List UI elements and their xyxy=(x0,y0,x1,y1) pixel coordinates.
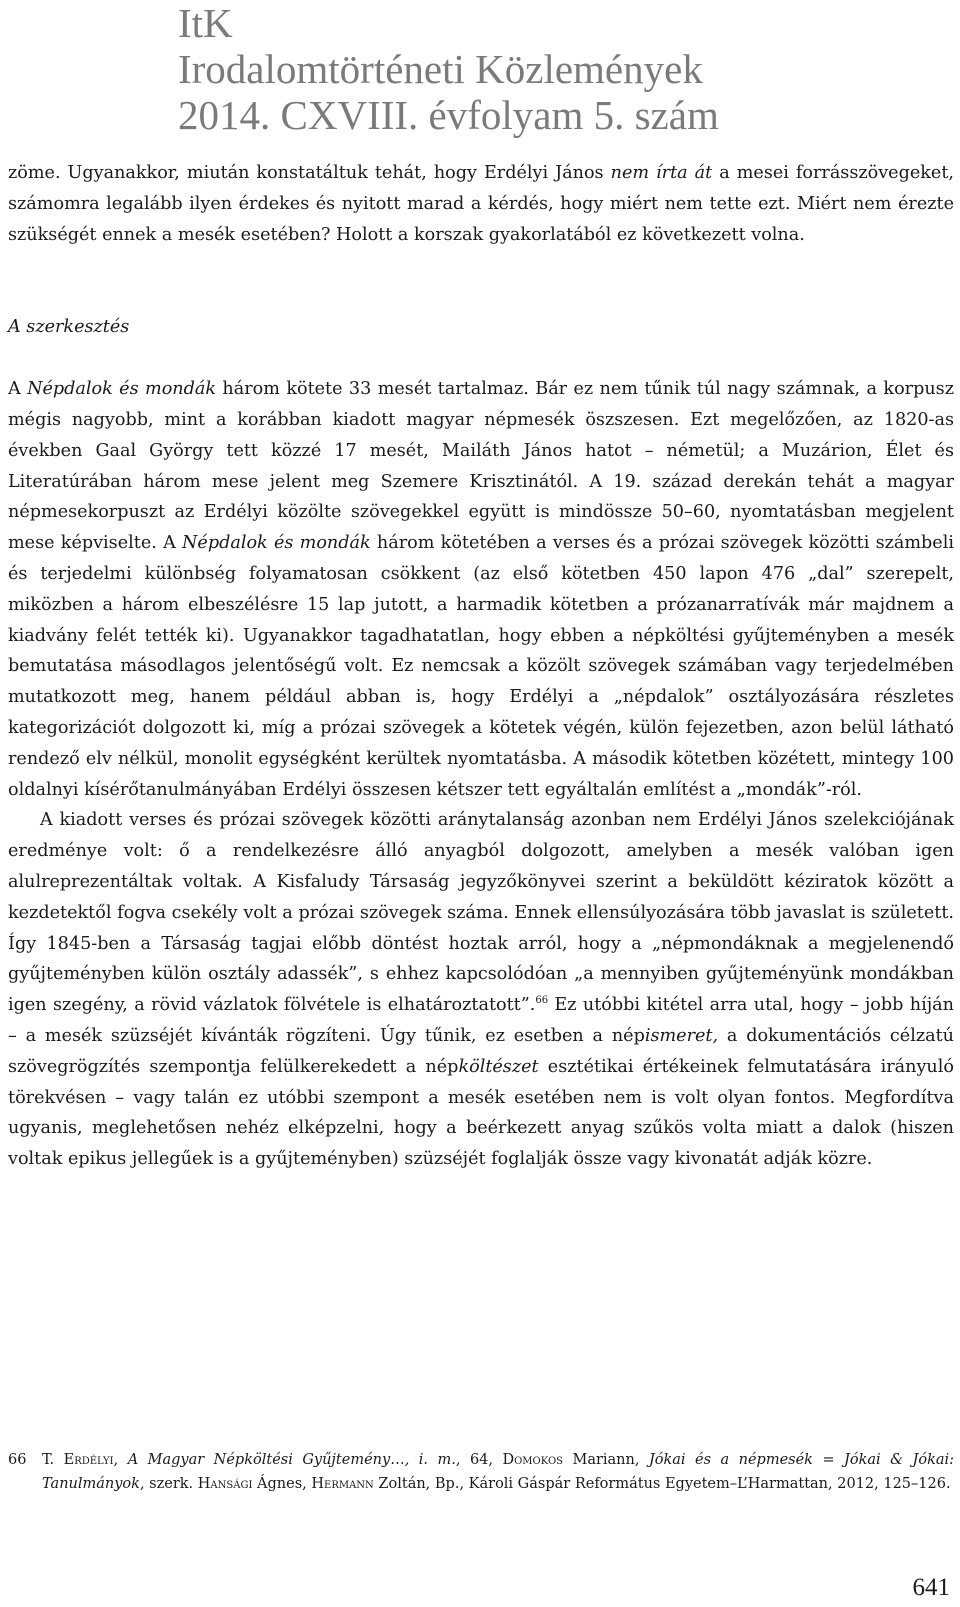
author-name: Erdélyi xyxy=(63,1452,114,1468)
footnote-number: 66 xyxy=(8,1452,27,1468)
text-span: a dokumentációs célzatú szövegrögzítés szempontja felülkerekedett a nép xyxy=(8,1025,954,1077)
cited-title: A Magyar Népköltési Gyűjtemény…, i. m. xyxy=(127,1452,456,1468)
cited-title: Jókai és a népmesék = Jókai & Jókai: Tanulmányok xyxy=(42,1452,955,1492)
journal-issue: 2014. CXVIII. évfolyam 5. szám xyxy=(178,92,719,138)
author-name: Domokos xyxy=(502,1452,563,1468)
text-span: T. xyxy=(42,1452,64,1468)
spacer xyxy=(8,343,954,374)
text-span: Mariann, xyxy=(563,1452,649,1468)
text-span: Zoltán, Bp., Károli Gáspár Református Egyetem–L’Harmattan, 2012, 125–126. xyxy=(373,1476,951,1492)
spacer xyxy=(8,250,954,312)
text-span: A xyxy=(8,379,28,400)
text-span: , 64, xyxy=(455,1452,503,1468)
intro-paragraph xyxy=(8,158,954,250)
book-title: Népdalok és mondák xyxy=(27,379,217,400)
editor-name: Hansági xyxy=(197,1476,253,1492)
text-span: A kiadott verses és prózai szövegek közötti aránytalanság azonban nem Erdélyi János szelekciójának eredménye volt: ő a rendelkezésre álló anyagból dolgozott, amelyben a mesék valóban igen alulreprezentáltak voltak. A Kisfaludy Társaság jegyzőkönyvei szerint a beküldött kéziratok között a kezdetektől fogva csekély volt a prózai szövegek száma. Ennek ellensúlyozására több javaslat is született. Így 1845-ben a Társaság tagjai előbb döntést hoztak arról, hogy a „népmondáknak a megjelenendő gyűjteményben külön osztály adassék”, s ehhez kapcsolódóan „a mennyiben gyűjteményünk mondákban igen szegény, a rövid vázlatok fölvétele is elhatároztatott”. xyxy=(8,810,954,1016)
footnote xyxy=(8,1448,954,1496)
text-span: három kötetében a verses és a prózai szövegek közötti számbeli és terjedelmi különbség folyamatosan csökkent (az első kötetben 450 lapon 476 „dal” szerepelt, miközben a három elbeszélésre 15 lap jutott, a harmadik kötetben a prózanarratívák már majdnem a kiadvány felét tették ki). Ugyanakkor tagadhatatlan, hogy ebben a népköltési gyűjteményben a mesék bemutatása másodlagos jelentőségű volt. Ez nemcsak a közölt szövegek számában vagy terjedelmében mutatkozott meg, hanem például abban is, hogy Erdélyi a „népdalok” osztályozására részletes kategorizációt dolgozott ki, míg a prózai szövegek a kötetek végén, külön fejezetben, azon belül látható rendező elv nélkül, monolit egységként kerültek nyomtatásba. A második kötetben közétett, mintegy 100 oldalnyi kísérőtanulmányában Erdélyi összesen kétszer tett egyáltalán említést a „mondák”-ról. xyxy=(8,533,954,800)
emphasis: ismeret, xyxy=(644,1025,719,1046)
text-span: Ez utóbbi kitétel arra utal, hogy – jobb híján – a mesék szüzséjét kívánták rögzíteni. Úgy tűnik, ez esetben a nép xyxy=(8,995,954,1046)
footnote-text xyxy=(42,1448,954,1496)
journal-name: Irodalomtörténeti Közlemények xyxy=(178,46,703,92)
text-span: a mesei forrásszövegeket, számomra legalább ilyen érdekes és nyitott marad a kérdés, hogy miért nem tette ezt. Miért nem érezte szükségét ennek a mesék esetében? Holott a korszak gyakorlatából ez következett volna. xyxy=(8,163,954,245)
page-number: 641 xyxy=(912,1574,950,1601)
editor-name: Hermann xyxy=(311,1476,374,1492)
text-span: Ágnes, xyxy=(252,1476,312,1492)
text-span: három kötete 33 mesét tartalmaz. Bár ez nem tűnik túl nagy számnak, a korpusz mégis nagyobb, mint a korábban kiadott magyar népmesék öszszesen. Ezt megelőzően, az 1820-as években Gaal György tett közzé 17 mesét, Mailáth János hatot – németül; a Muzárion, Élet és Literatúrában három mese jelent meg Szemere Krisztinától. A 19. század derekán tehát a magyar népmesekorpuszt az Erdélyi közölte szövegekkel együtt is mindössze 50–60, nyomtatásban megjelent mese képviselte. A xyxy=(8,379,954,554)
journal-abbreviation: ItK xyxy=(178,0,233,46)
emphasis: nem írta át xyxy=(610,163,713,183)
footnote-reference[interactable]: 66 xyxy=(535,995,549,1007)
text-span: esztétikai értékeinek felmutatására irányuló törekvésen – vagy talán ez utóbbi szempont a mesék esetében nem is volt olyan fontos. Megfordítva ugyanis, meglehetősen nehéz elképzelni, hogy a beérkezett anyag szűkös volta miatt a dalok (hiszen voltak epikus jellegűek is a gyűjteményben) szüzséjét foglalják össze vagy kivonatát adják közre. xyxy=(8,1056,954,1170)
text-span: zöme. Ugyanakkor, miután konstatáltuk tehát, hogy Erdélyi János xyxy=(8,163,611,183)
journal-header xyxy=(178,0,938,138)
paragraph xyxy=(8,805,954,1175)
book-title: Népdalok és mondák xyxy=(182,533,371,554)
section-heading: A szerkesztés xyxy=(8,317,130,338)
text-span: , xyxy=(113,1452,128,1468)
paragraph xyxy=(8,374,954,805)
article-body xyxy=(8,158,954,1175)
emphasis: költészet xyxy=(458,1056,539,1077)
text-span: , szerk. xyxy=(139,1476,198,1492)
